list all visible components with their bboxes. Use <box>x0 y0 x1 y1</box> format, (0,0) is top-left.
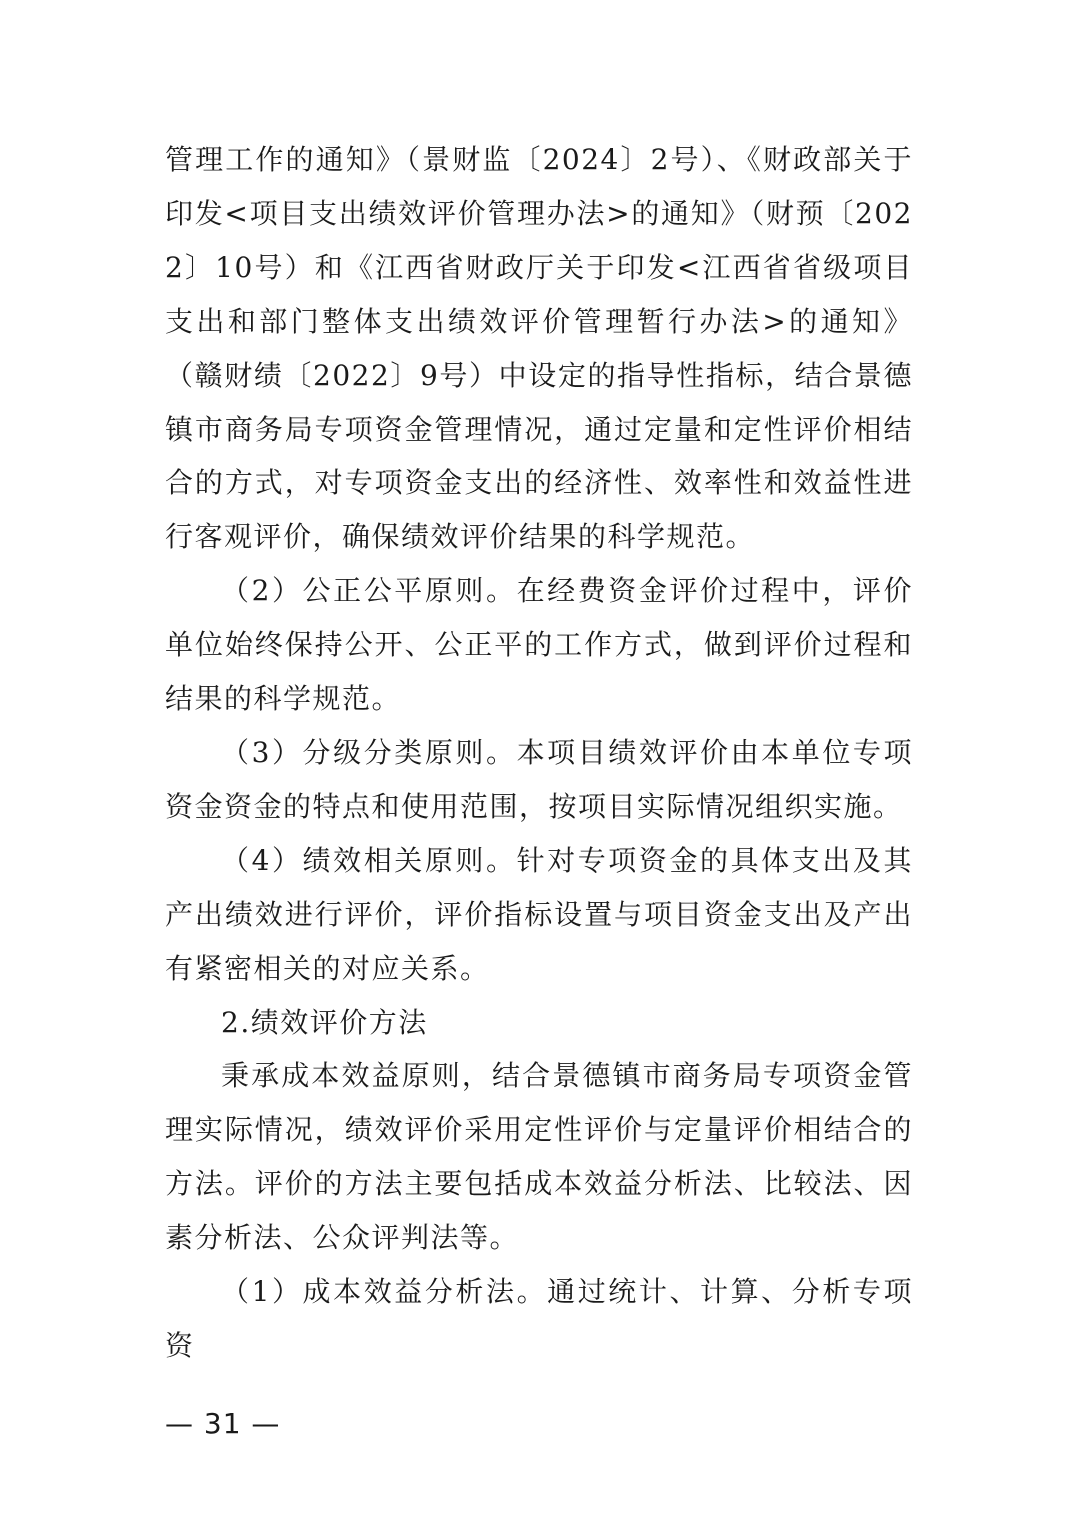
paragraph-fairness-principle: （2）公正公平原则。在经费资金评价过程中，评价单位始终保持公开、公正平的工作方式，做到评价过程和结果的科学规范。 <box>165 574 913 716</box>
section-heading-evaluation-method: 2.绩效评价方法 <box>221 1005 428 1039</box>
paragraph-continued-principles: 管理工作的通知》（景财监〔2024〕2号）、《财政部关于印发<项目支出绩效评价管理办法>的通知》（财预〔2022〕10号）和《江西省财政厅关于印发<江西省省级项目支出和部门整体支出绩效评价管理暂行办法>的通知》（赣财绩〔2022〕9号）中设定的指导性指标，结合景德镇市商务局专项资金管理情况，通过定量和定性评价相结合的方式，对专项资金支出的经济性、效率性和效益性进行客观评价，确保绩效评价结果的科学规范。 <box>165 143 913 554</box>
page-number: — 31 — <box>165 1407 281 1440</box>
paragraph-relevance-principle: （4）绩效相关原则。针对专项资金的具体支出及其产出绩效进行评价，评价指标设置与项目资金支出及产出有紧密相关的对应关系。 <box>165 843 913 985</box>
paragraph-evaluation-method: 秉承成本效益原则，结合景德镇市商务局专项资金管理实际情况，绩效评价采用定性评价与定量评价相结合的方法。评价的方法主要包括成本效益分析法、比较法、因素分析法、公众评判法等。 <box>165 1059 913 1255</box>
paragraph-classification-principle: （3）分级分类原则。本项目绩效评价由本单位专项资金资金的特点和使用范围，按项目实际情况组织实施。 <box>165 735 913 823</box>
paragraph-cost-benefit-method: （1）成本效益分析法。通过统计、计算、分析专项资 <box>165 1275 913 1362</box>
document-body <box>165 133 913 1373</box>
